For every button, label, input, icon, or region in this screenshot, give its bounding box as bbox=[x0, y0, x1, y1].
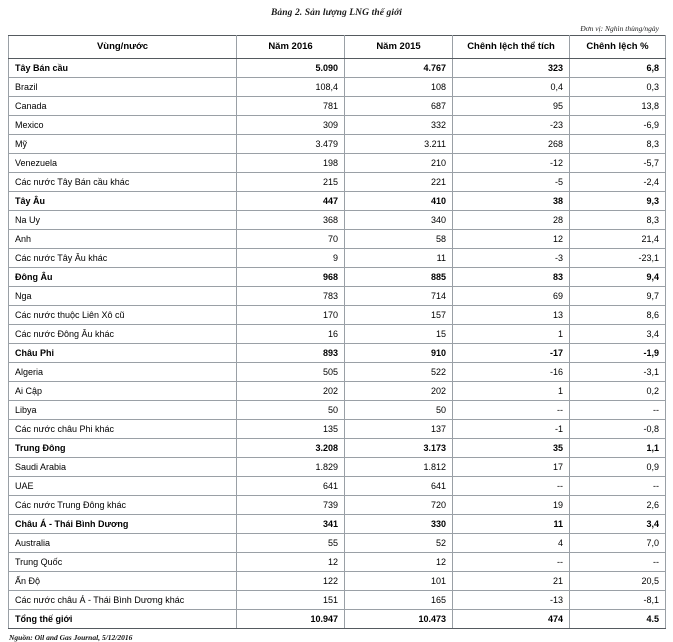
cell-volume-diff: -23 bbox=[453, 116, 570, 135]
cell-volume-diff: -5 bbox=[453, 173, 570, 192]
cell-year-2016: 968 bbox=[237, 268, 345, 287]
table-caption: Bảng 2. Sản lượng LNG thế giới bbox=[270, 8, 403, 18]
cell-percent-diff: -2,4 bbox=[570, 173, 666, 192]
cell-year-2016: 170 bbox=[237, 306, 345, 325]
row-label: Algeria bbox=[9, 363, 237, 382]
cell-year-2015: 1.812 bbox=[345, 458, 453, 477]
cell-year-2016: 893 bbox=[237, 344, 345, 363]
cell-volume-diff: 35 bbox=[453, 439, 570, 458]
cell-volume-diff: 21 bbox=[453, 572, 570, 591]
cell-volume-diff: -16 bbox=[453, 363, 570, 382]
row-label: Các nước Tây Bán cầu khác bbox=[9, 173, 237, 192]
cell-year-2015: 210 bbox=[345, 154, 453, 173]
cell-volume-diff: 83 bbox=[453, 268, 570, 287]
cell-year-2015: 332 bbox=[345, 116, 453, 135]
table-row bbox=[9, 211, 666, 230]
cell-volume-diff: 11 bbox=[453, 515, 570, 534]
cell-year-2016: 9 bbox=[237, 249, 345, 268]
cell-year-2015: 885 bbox=[345, 268, 453, 287]
cell-year-2015: 165 bbox=[345, 591, 453, 610]
cell-volume-diff: 17 bbox=[453, 458, 570, 477]
cell-percent-diff: -- bbox=[570, 553, 666, 572]
table-row bbox=[9, 325, 666, 344]
cell-year-2016: 3.208 bbox=[237, 439, 345, 458]
table-row bbox=[9, 344, 666, 363]
cell-volume-diff: -13 bbox=[453, 591, 570, 610]
cell-volume-diff: 268 bbox=[453, 135, 570, 154]
cell-percent-diff: 13,8 bbox=[570, 97, 666, 116]
table-row bbox=[9, 401, 666, 420]
cell-year-2015: 58 bbox=[345, 230, 453, 249]
row-label: Nga bbox=[9, 287, 237, 306]
cell-year-2015: 52 bbox=[345, 534, 453, 553]
cell-volume-diff: 12 bbox=[453, 230, 570, 249]
table-row bbox=[9, 116, 666, 135]
cell-percent-diff: 3,4 bbox=[570, 325, 666, 344]
cell-year-2016: 50 bbox=[237, 401, 345, 420]
cell-percent-diff: 0,9 bbox=[570, 458, 666, 477]
cell-percent-diff: -- bbox=[570, 401, 666, 420]
row-label: Australia bbox=[9, 534, 237, 553]
row-label: Các nước thuộc Liên Xô cũ bbox=[9, 306, 237, 325]
row-label: Libya bbox=[9, 401, 237, 420]
row-label: Các nước Đông Âu khác bbox=[9, 325, 237, 344]
cell-year-2016: 781 bbox=[237, 97, 345, 116]
cell-volume-diff: 323 bbox=[453, 59, 570, 78]
cell-year-2015: 11 bbox=[345, 249, 453, 268]
unit-note: Đơn vị: Nghìn thùng/ngày bbox=[580, 24, 659, 33]
col-header-year-2015: Năm 2015 bbox=[345, 36, 453, 59]
cell-volume-diff: -- bbox=[453, 553, 570, 572]
row-label: Các nước Tây Âu khác bbox=[9, 249, 237, 268]
cell-percent-diff: 8,3 bbox=[570, 135, 666, 154]
table-row bbox=[9, 230, 666, 249]
cell-percent-diff: -- bbox=[570, 477, 666, 496]
cell-year-2016: 10.947 bbox=[237, 610, 345, 629]
cell-percent-diff: -6,9 bbox=[570, 116, 666, 135]
table-row bbox=[9, 363, 666, 382]
row-label: Canada bbox=[9, 97, 237, 116]
cell-percent-diff: 21,4 bbox=[570, 230, 666, 249]
table-row bbox=[9, 135, 666, 154]
table-row bbox=[9, 591, 666, 610]
row-label: Ấn Độ bbox=[9, 572, 237, 591]
cell-volume-diff: 28 bbox=[453, 211, 570, 230]
cell-volume-diff: 0,4 bbox=[453, 78, 570, 97]
row-label: UAE bbox=[9, 477, 237, 496]
row-label: Các nước Trung Đông khác bbox=[9, 496, 237, 515]
cell-year-2015: 910 bbox=[345, 344, 453, 363]
table-row bbox=[9, 572, 666, 591]
table-header-row bbox=[9, 36, 666, 59]
table-row bbox=[9, 420, 666, 439]
cell-percent-diff: 0,3 bbox=[570, 78, 666, 97]
table-row bbox=[9, 78, 666, 97]
col-header-year-2016: Năm 2016 bbox=[237, 36, 345, 59]
row-label: Các nước châu Phi khác bbox=[9, 420, 237, 439]
table-body bbox=[9, 59, 666, 629]
cell-year-2015: 4.767 bbox=[345, 59, 453, 78]
cell-percent-diff: 0,2 bbox=[570, 382, 666, 401]
cell-year-2015: 330 bbox=[345, 515, 453, 534]
cell-year-2015: 12 bbox=[345, 553, 453, 572]
cell-year-2016: 368 bbox=[237, 211, 345, 230]
cell-volume-diff: 69 bbox=[453, 287, 570, 306]
cell-volume-diff: 1 bbox=[453, 325, 570, 344]
cell-year-2015: 641 bbox=[345, 477, 453, 496]
cell-percent-diff: -8,1 bbox=[570, 591, 666, 610]
cell-percent-diff: -23,1 bbox=[570, 249, 666, 268]
cell-volume-diff: 1 bbox=[453, 382, 570, 401]
table-row bbox=[9, 173, 666, 192]
cell-volume-diff: 4 bbox=[453, 534, 570, 553]
cell-year-2016: 135 bbox=[237, 420, 345, 439]
cell-percent-diff: -1,9 bbox=[570, 344, 666, 363]
cell-year-2016: 505 bbox=[237, 363, 345, 382]
cell-percent-diff: -5,7 bbox=[570, 154, 666, 173]
table-row bbox=[9, 553, 666, 572]
row-label: Anh bbox=[9, 230, 237, 249]
cell-year-2016: 341 bbox=[237, 515, 345, 534]
source-note: Nguồn: Oil and Gas Journal, 5/12/2016 bbox=[9, 633, 133, 642]
cell-year-2015: 340 bbox=[345, 211, 453, 230]
cell-year-2016: 5.090 bbox=[237, 59, 345, 78]
cell-percent-diff: 9,7 bbox=[570, 287, 666, 306]
table-row bbox=[9, 477, 666, 496]
cell-percent-diff: 8,3 bbox=[570, 211, 666, 230]
table-row bbox=[9, 192, 666, 211]
table-row bbox=[9, 59, 666, 78]
cell-volume-diff: 13 bbox=[453, 306, 570, 325]
cell-volume-diff: 95 bbox=[453, 97, 570, 116]
cell-year-2015: 15 bbox=[345, 325, 453, 344]
row-label: Châu Á - Thái Bình Dương bbox=[9, 515, 237, 534]
cell-year-2015: 10.473 bbox=[345, 610, 453, 629]
cell-year-2015: 137 bbox=[345, 420, 453, 439]
table-row bbox=[9, 249, 666, 268]
cell-volume-diff: 19 bbox=[453, 496, 570, 515]
row-label: Trung Quốc bbox=[9, 553, 237, 572]
table-row bbox=[9, 306, 666, 325]
cell-volume-diff: -3 bbox=[453, 249, 570, 268]
cell-year-2015: 3.211 bbox=[345, 135, 453, 154]
col-header-volume-diff: Chênh lệch thể tích bbox=[453, 36, 570, 59]
row-label: Brazil bbox=[9, 78, 237, 97]
table-row bbox=[9, 610, 666, 629]
lng-production-table bbox=[8, 35, 666, 629]
col-header-region: Vùng/nước bbox=[9, 36, 237, 59]
cell-year-2016: 202 bbox=[237, 382, 345, 401]
cell-volume-diff: 474 bbox=[453, 610, 570, 629]
cell-year-2016: 783 bbox=[237, 287, 345, 306]
table-row bbox=[9, 268, 666, 287]
row-label: Na Uy bbox=[9, 211, 237, 230]
cell-volume-diff: -12 bbox=[453, 154, 570, 173]
row-label: Tây Âu bbox=[9, 192, 237, 211]
cell-percent-diff: 4.5 bbox=[570, 610, 666, 629]
row-label: Châu Phi bbox=[9, 344, 237, 363]
cell-year-2015: 410 bbox=[345, 192, 453, 211]
cell-volume-diff: 38 bbox=[453, 192, 570, 211]
cell-year-2015: 108 bbox=[345, 78, 453, 97]
cell-year-2015: 101 bbox=[345, 572, 453, 591]
cell-year-2015: 202 bbox=[345, 382, 453, 401]
table-row bbox=[9, 496, 666, 515]
cell-percent-diff: 6,8 bbox=[570, 59, 666, 78]
cell-percent-diff: -3,1 bbox=[570, 363, 666, 382]
cell-year-2016: 55 bbox=[237, 534, 345, 553]
cell-volume-diff: -- bbox=[453, 477, 570, 496]
cell-year-2016: 447 bbox=[237, 192, 345, 211]
col-header-percent-diff: Chênh lệch % bbox=[570, 36, 666, 59]
cell-year-2015: 714 bbox=[345, 287, 453, 306]
cell-percent-diff: 3,4 bbox=[570, 515, 666, 534]
cell-year-2016: 12 bbox=[237, 553, 345, 572]
cell-percent-diff: 7,0 bbox=[570, 534, 666, 553]
table-row bbox=[9, 287, 666, 306]
cell-year-2016: 641 bbox=[237, 477, 345, 496]
cell-percent-diff: 9,3 bbox=[570, 192, 666, 211]
cell-year-2015: 687 bbox=[345, 97, 453, 116]
cell-year-2016: 739 bbox=[237, 496, 345, 515]
table-row bbox=[9, 439, 666, 458]
cell-year-2016: 215 bbox=[237, 173, 345, 192]
cell-year-2016: 309 bbox=[237, 116, 345, 135]
row-label: Đông Âu bbox=[9, 268, 237, 287]
table-row bbox=[9, 382, 666, 401]
row-label: Mexico bbox=[9, 116, 237, 135]
cell-year-2016: 70 bbox=[237, 230, 345, 249]
table-row bbox=[9, 534, 666, 553]
row-label: Các nước châu Á - Thái Bình Dương khác bbox=[9, 591, 237, 610]
cell-percent-diff: 9,4 bbox=[570, 268, 666, 287]
cell-year-2015: 3.173 bbox=[345, 439, 453, 458]
row-label: Mỹ bbox=[9, 135, 237, 154]
row-label: Tổng thế giới bbox=[9, 610, 237, 629]
table-row bbox=[9, 515, 666, 534]
row-label: Trung Đông bbox=[9, 439, 237, 458]
cell-year-2016: 3.479 bbox=[237, 135, 345, 154]
row-label: Saudi Arabia bbox=[9, 458, 237, 477]
cell-volume-diff: -- bbox=[453, 401, 570, 420]
cell-volume-diff: -1 bbox=[453, 420, 570, 439]
cell-year-2016: 1.829 bbox=[237, 458, 345, 477]
cell-year-2016: 108,4 bbox=[237, 78, 345, 97]
cell-year-2015: 157 bbox=[345, 306, 453, 325]
table-row bbox=[9, 154, 666, 173]
cell-percent-diff: 8,6 bbox=[570, 306, 666, 325]
cell-percent-diff: 20,5 bbox=[570, 572, 666, 591]
cell-volume-diff: -17 bbox=[453, 344, 570, 363]
cell-year-2015: 221 bbox=[345, 173, 453, 192]
cell-year-2016: 16 bbox=[237, 325, 345, 344]
cell-year-2016: 151 bbox=[237, 591, 345, 610]
cell-percent-diff: 1,1 bbox=[570, 439, 666, 458]
row-label: Ai Cập bbox=[9, 382, 237, 401]
cell-percent-diff: -0,8 bbox=[570, 420, 666, 439]
cell-year-2015: 720 bbox=[345, 496, 453, 515]
cell-year-2015: 522 bbox=[345, 363, 453, 382]
row-label: Venezuela bbox=[9, 154, 237, 173]
cell-year-2016: 122 bbox=[237, 572, 345, 591]
cell-year-2015: 50 bbox=[345, 401, 453, 420]
cell-year-2016: 198 bbox=[237, 154, 345, 173]
cell-percent-diff: 2,6 bbox=[570, 496, 666, 515]
table-row bbox=[9, 458, 666, 477]
row-label: Tây Bán cầu bbox=[9, 59, 237, 78]
table-header bbox=[9, 36, 666, 59]
table-row bbox=[9, 97, 666, 116]
